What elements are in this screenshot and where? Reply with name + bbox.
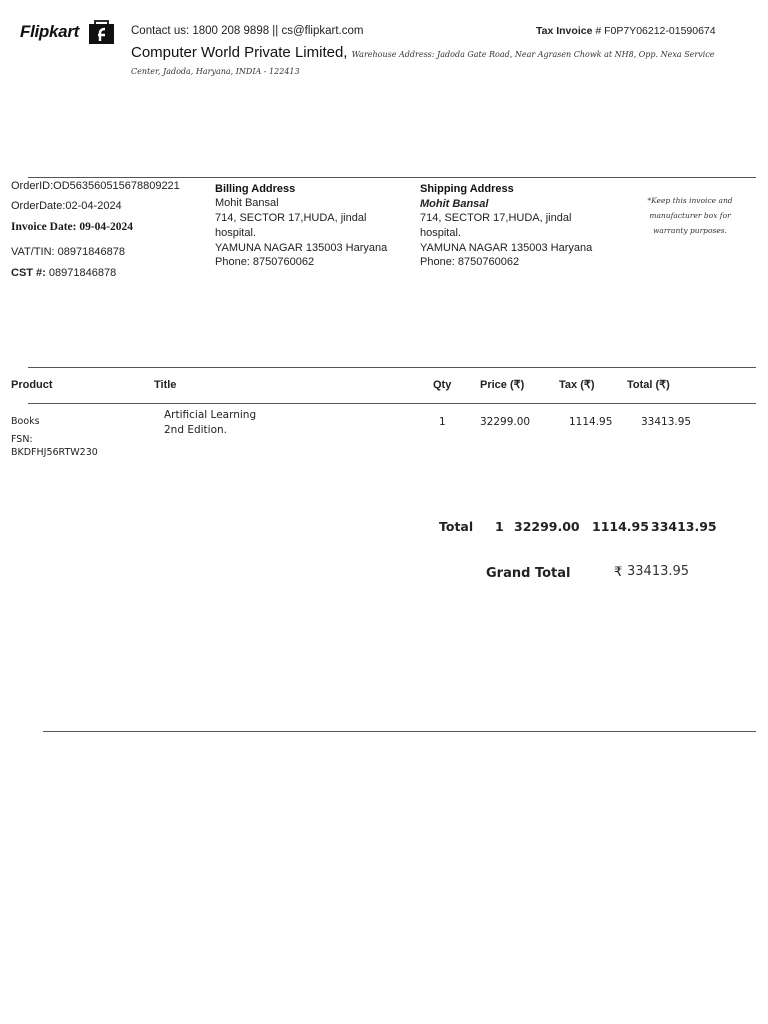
shipping-title: Shipping Address bbox=[420, 183, 514, 195]
total-qty: 1 bbox=[495, 519, 504, 534]
row-tax: 1114.95 bbox=[569, 416, 613, 428]
shipping-line1: 714, SECTOR 17,HUDA, jindal bbox=[420, 212, 572, 224]
tax-invoice-label: Tax Invoice bbox=[536, 25, 593, 37]
row-product: Books bbox=[11, 416, 40, 427]
cst-label: CST #: bbox=[11, 267, 46, 279]
billing-phone: Phone: 8750760062 bbox=[215, 256, 315, 268]
total-label: Total bbox=[439, 519, 474, 534]
order-date: OrderDate:02-04-2024 bbox=[11, 200, 122, 212]
shipping-line2: hospital. bbox=[420, 227, 461, 239]
billing-name: Mohit Bansal bbox=[215, 197, 279, 209]
cst-number bbox=[11, 267, 116, 279]
row-qty: 1 bbox=[439, 416, 446, 428]
invoice-date: Invoice Date: 09-04-2024 bbox=[11, 221, 134, 233]
warranty-note-line: warranty purposes. bbox=[652, 226, 728, 235]
rupee-icon: ₹ bbox=[614, 565, 623, 580]
divider bbox=[43, 731, 756, 732]
vat-value: 08971846878 bbox=[57, 246, 125, 258]
divider bbox=[28, 367, 756, 368]
row-title-line2: 2nd Edition. bbox=[164, 424, 228, 436]
shipping-name: Mohit Bansal bbox=[420, 198, 489, 210]
divider bbox=[28, 403, 756, 404]
total-amount: 33413.95 bbox=[651, 519, 717, 534]
billing-line1: 714, SECTOR 17,HUDA, jindal bbox=[215, 212, 367, 224]
col-header-product: Product bbox=[11, 379, 53, 391]
company-name: Computer World Private Limited, bbox=[131, 44, 348, 61]
company-block bbox=[131, 45, 721, 79]
vat-label: VAT/TIN: bbox=[11, 246, 55, 258]
col-header-qty: Qty bbox=[433, 379, 452, 391]
warranty-note bbox=[632, 193, 748, 238]
row-fsn: BKDFHJ56RTW230 bbox=[11, 447, 98, 458]
vat-tin bbox=[11, 246, 125, 258]
row-total: 33413.95 bbox=[641, 416, 692, 428]
col-header-price: Price (₹) bbox=[480, 379, 525, 391]
brand-logo-text: Flipkart bbox=[20, 22, 80, 41]
col-header-total: Total (₹) bbox=[627, 379, 670, 391]
row-fsn-label: FSN: bbox=[11, 434, 33, 445]
warranty-note-line: *Keep this invoice and bbox=[647, 196, 733, 205]
total-price: 32299.00 bbox=[514, 519, 580, 534]
row-price: 32299.00 bbox=[480, 416, 531, 428]
row-title-line1: Artificial Learning bbox=[164, 409, 257, 421]
grand-total-label: Grand Total bbox=[486, 566, 571, 581]
tax-invoice-number bbox=[536, 25, 716, 37]
shipping-phone: Phone: 8750760062 bbox=[420, 256, 520, 268]
contact-info: Contact us: 1800 208 9898 || cs@flipkart.com bbox=[131, 25, 364, 37]
billing-line2: hospital. bbox=[215, 227, 256, 239]
billing-title: Billing Address bbox=[215, 183, 296, 195]
shipping-line3: YAMUNA NAGAR 135003 Haryana bbox=[420, 242, 593, 254]
warranty-note-line: manufacturer box for bbox=[649, 211, 731, 220]
tax-invoice-value: # F0P7Y06212-01590674 bbox=[595, 25, 716, 37]
order-id: OrderID:OD563560515678809221 bbox=[11, 180, 180, 192]
cst-value: 08971846878 bbox=[48, 267, 117, 279]
warehouse-address: Warehouse Address: Jadoda Gate Road, Near Agrasen Chowk at NH8, Opp. Nexa Service Center, Jadoda, Haryana, INDIA - 122413 bbox=[131, 50, 715, 76]
grand-total-value: 33413.95 bbox=[627, 564, 690, 579]
col-header-tax: Tax (₹) bbox=[559, 379, 595, 391]
billing-line3: YAMUNA NAGAR 135003 Haryana bbox=[215, 242, 388, 254]
total-tax: 1114.95 bbox=[592, 519, 649, 534]
divider bbox=[28, 177, 756, 178]
flipkart-bag-icon bbox=[88, 18, 115, 45]
col-header-title: Title bbox=[154, 379, 177, 391]
